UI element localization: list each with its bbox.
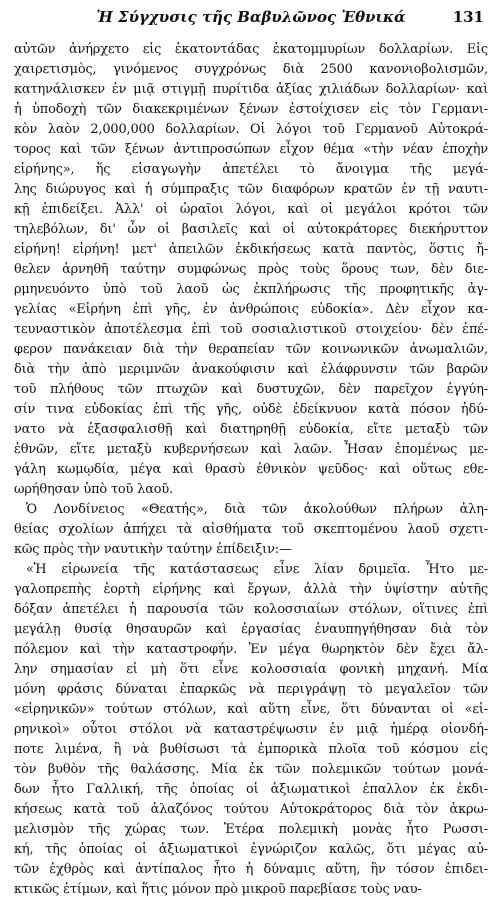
text-line: μόνη φράσις δύναται ἐπαρκῶς νὰ περιγράψῃ τὸ μεγαλεῖον τῶν: [14, 682, 488, 697]
text-line: ρμηνευόντο ὑπὸ τοῦ λαοῦ ὡς ἐκπλήρωσις τῆς προφητικῆς ἀγ-: [14, 282, 488, 297]
text-line: κτικῶς ἐτίμων, καὶ ἥτις μόνον πρὸ μικροῦ παρεβίασε τοὺς ναυ-: [14, 882, 422, 897]
text-line: μελισμὸν τῆς χώρας των. Ἑτέρα πολεμικὴ μονὰς ἦτο Ρωσσι-: [14, 822, 488, 837]
text-line: γελίας «Εἰρήνη ἐπὶ γῆς, ἐν ἀνθρώποις εὐδοκία». Δὲν εἶχον κα-: [14, 302, 488, 317]
text-line: δόξαν ἀπετέλει ἡ παρουσία τῶν κολοσσιαίων στόλων, οἵτινες ἐπὶ: [14, 602, 488, 617]
text-line: ωρήθησαν ὑπὸ τοῦ λαοῦ.: [14, 482, 173, 497]
page-number: 131: [452, 8, 484, 26]
text-line: γαλοπρεπὴς ἑορτὴ εἰρήνης καὶ ἔργων, ἀλλὰ τὴν ὑψίστην αὐτῆς: [14, 582, 488, 597]
text-line: ἡ ὑποδοχὴ τῶν διακεκριμένων ξένων ἐστοίχισεν εἰς τὸν Γερμανι-: [14, 102, 488, 117]
body-text: [14, 40, 488, 900]
text-line: χαιρετισμὸς, γινόμενος συγχρόνως διὰ 2500 κανονιοβολισμῶν,: [14, 62, 488, 77]
text-line: κή, τῆς ὁποίας οἱ ἀξιωματικοὶ ἐγνώριζον καλῶς, ὅτι μέγας αὐ-: [14, 842, 488, 857]
text-line: τορος καὶ τῶν ξένων ἀντιπροσώπων εἶχον θέμα «τὴν νέαν ἐποχὴν: [14, 142, 488, 157]
text-line: λης διώρυγος καὶ ἡ σύμπραξις τῶν διαφόρων κρατῶν ἐν τῇ ναυτι-: [14, 182, 488, 197]
text-line: κῇ ἐπιδείξει. Ἀλλ' οἱ ὡραῖοι λόγοι, καὶ οἱ μεγάλοι κρότοι τῶν: [14, 202, 488, 217]
paragraph-1: [14, 40, 488, 500]
text-line: κὸν λαὸν 2,000,000 δολλαρίων. Οἱ λόγοι τοῦ Γερμανοῦ Αὐτοκρά-: [14, 122, 488, 137]
text-line: τὸν βυθὸν τῆς θαλάσσης. Μία ἐκ τῶν πολεμικῶν τούτων μονά-: [14, 762, 488, 777]
text-line: Ὁ Λονδίνειος «Θεατής», διὰ τῶν ἀκολούθων πλήρων ἀλη-: [26, 502, 488, 517]
text-line: λην σημασίαν εἰ μὴ ὅτι εἶνε κολοσσιαία φονικὴ μηχανή. Μία: [14, 662, 488, 677]
text-line: ἐθνῶν, εἴτε μεταξὺ κυβερνήσεων καὶ λαῶν. Ἦσαν ἐπομένως με-: [14, 442, 488, 457]
text-line: νατο νὰ ἐξασφαλισθῇ καὶ διατηρηθῇ εὐδοκία, εἴτε μεταξὺ τῶν: [14, 422, 488, 437]
text-line: τηλεβόλων, δι' ὧν οἱ βασιλεῖς καὶ οἱ αὐτοκράτορες διεκήρυττον: [14, 222, 488, 237]
text-line: κήσεως κατὰ τοῦ ἀλαζόνος τούτου Αὐτοκράτορος διὰ τὸν ἀκρω-: [14, 802, 488, 817]
text-line: «Ἡ εἰρωνεία τῆς κατάστασεως εἶνε λίαν δριμεῖα. Ἦτο με-: [26, 562, 488, 577]
text-line: εἰρήνη! εἰρήνη! μετ' ἀπειλῶν ἐκδικήσεως κατὰ παντὸς, ὅστις ἤ-: [14, 242, 488, 257]
paragraph-2: [14, 500, 488, 560]
text-line: γάλη κωμῳδία, μέγα καὶ θρασὺ ἐθνικὸν ψεῦδος· καὶ οὕτως εθε-: [14, 462, 488, 477]
text-line: αὐτῶν ἀνήρχετο εἰς ἑκατοντάδας ἑκατομμυρίων δολλαρίων. Εἰς: [14, 42, 488, 57]
running-head: Ἡ Σύγχυσις τῆς Βαβυλῶνος Ἐθνικά: [96, 8, 406, 26]
text-line: σίν τινα εὐδοκίας ἐπὶ τῆς γῆς, οὐδὲ ἐδείκνυον κατὰ πόσον ἠδύ-: [14, 402, 488, 417]
text-line: τῶν ἐχθρὸς καὶ ἀντίπαλος ἦτο ἡ δύναμις αὕτη, ἣν τόσον ἐπιδει-: [14, 862, 488, 877]
text-line: «εἰρηνικῶν» τούτων στόλων, καὶ αὕτη εἶνε, ὅτι δύνανται οἱ «εἰ-: [14, 702, 488, 717]
text-line: διὰ τὴν ἀπὸ μεριμνῶν ἀνακούφισιν καὶ ἐλάφρυνσιν τῶν βαρῶν: [14, 362, 488, 377]
text-line: μεγάλῃ θυσίᾳ θησαυρῶν καὶ ἐργασίας ἐναυπηγήθησαν διὰ τὸν: [14, 622, 488, 637]
text-line: ρηνικοὶ» οὗτοι στόλοι νὰ καταστρέψωσιν ἐν μιᾷ ἡμέρᾳ οἱονδή-: [14, 722, 488, 737]
text-line: πόλεμον καὶ τὴν καταστροφήν. Ἐν μέγα θωρηκτὸν δὲν ἔχει ἄλ-: [14, 642, 488, 657]
text-line: θελεν ἀρνηθῆ ταύτην συμφώνως πρὸς τοὺς ὅρους των, δὲν διε-: [14, 262, 488, 277]
paragraph-3: [14, 560, 488, 900]
page-header: [14, 8, 488, 40]
text-line: κῶς πρὸς τὴν ναυτικὴν ταύτην ἐπίδειξιν:—: [14, 542, 292, 557]
text-line: φερον πανάκειαν διὰ τὴν θεραπείαν τῶν κοινωνικῶν ἀνωμαλιῶν,: [14, 342, 488, 357]
text-line: ποτε λιμένα, ἢ νὰ βυθίσωσι τὰ ἐμπορικὰ πλοῖα τοῦ κόσμου εἰς: [14, 742, 488, 757]
text-line: δων ἦτο Γαλλική, τῆς ὁποίας οἱ ἀξιωματικοὶ ἐπαλλον ἐκ ἐκδι-: [14, 782, 488, 797]
text-line: θείας σχολίων ἀπήχει τὰ αἰσθήματα τοῦ σκεπτομένου λαοῦ σχετι-: [14, 522, 488, 537]
text-line: τευναστικὸν ἀποτέλεσμα ἐπὶ τοῦ σοσιαλιστικοῦ στοιχείου· δὲν ἐπέ-: [14, 322, 488, 337]
text-line: κατηνάλισκεν ἐν μιᾷ στιγμῇ πυρίτιδα ἀξίας χιλιάδων δολλαρίων· καὶ: [14, 82, 488, 97]
text-line: εἰρήνης», ἥς εἰσαγωγὴν ἀπετέλει τὸ ἄνοιγμα τῆς μεγά-: [14, 162, 488, 177]
text-line: τοῦ πλήθους τῶν πτωχῶν καὶ δυστυχῶν, δὲν παρεῖχον ἐγγύη-: [14, 382, 488, 397]
